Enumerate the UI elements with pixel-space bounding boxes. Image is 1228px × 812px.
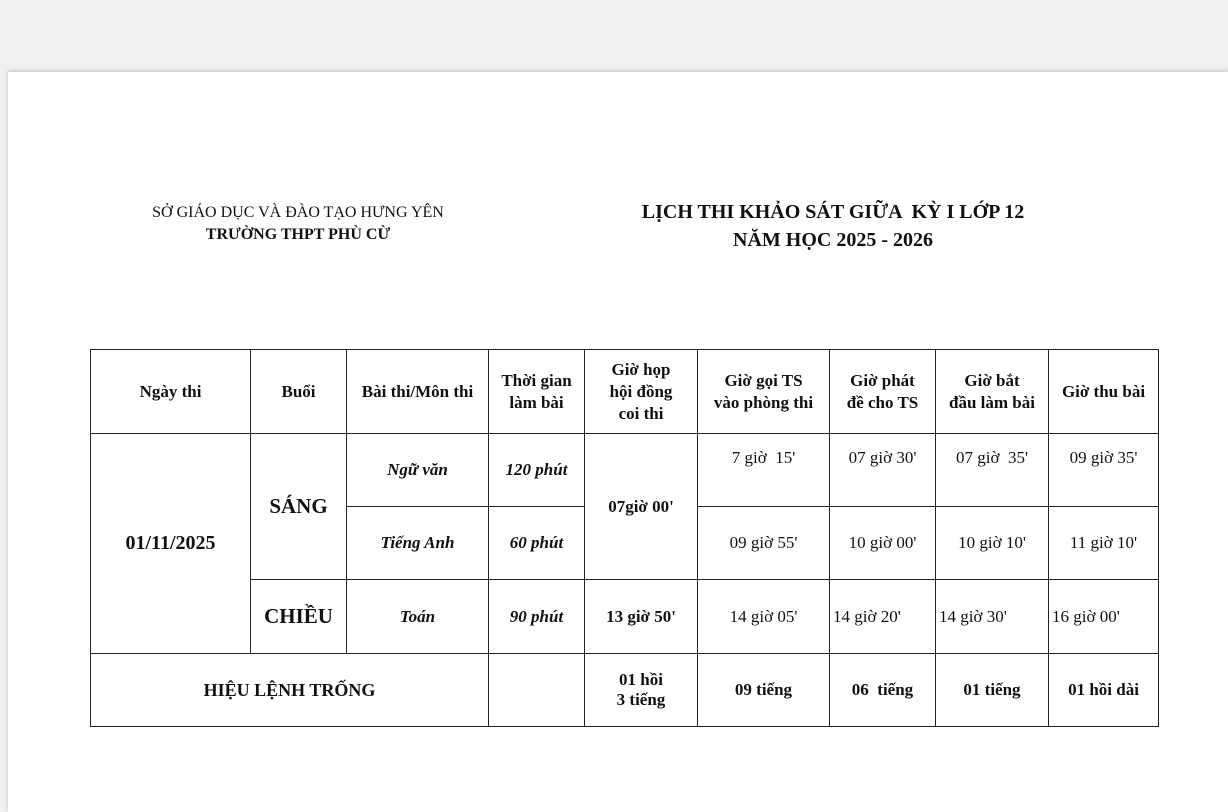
title-line-2: NĂM HỌC 2025 - 2026 (733, 229, 933, 251)
drum-signal-council-line-1: 01 hồi (619, 670, 663, 689)
header-council-line-2: hội đồng (609, 381, 673, 401)
session-afternoon: CHIỀU (251, 580, 347, 654)
title-line-1: LỊCH THI KHẢO SÁT GIỮA KỲ I LỚP 12 (641, 201, 1025, 223)
header-start (936, 350, 1049, 434)
header-duration (489, 350, 585, 434)
header-start-line-2: đầu làm bài (949, 392, 1035, 412)
drum-signal-council-line-2: 3 tiếng (616, 690, 666, 709)
header-subject: Bài thi/Môn thi (347, 350, 489, 434)
drum-signal-collect: 01 hồi dài (1049, 654, 1159, 727)
subject-math: Toán (347, 580, 489, 654)
duration-literature: 120 phút (489, 434, 585, 507)
call-time-english: 09 giờ 55' (698, 507, 830, 580)
drum-signal-call: 09 tiếng (698, 654, 830, 727)
council-time-afternoon: 13 giờ 50' (585, 580, 698, 654)
collect-time-math: 16 giờ 00' (1049, 580, 1159, 654)
header-council-line-3: coi thi (618, 403, 664, 423)
drum-signal-row (91, 654, 1159, 727)
duration-english: 60 phút (489, 507, 585, 580)
start-time-math: 14 giờ 30' (936, 580, 1049, 654)
document-page (8, 72, 1228, 812)
call-time-literature: 7 giờ 15' (698, 434, 830, 507)
department-name: SỞ GIÁO DỤC VÀ ĐÀO TẠO HƯNG YÊN (152, 204, 444, 221)
header-council-line-1: Giờ họp (611, 359, 671, 379)
drum-signal-distribute: 06 tiếng (830, 654, 936, 727)
drum-signal-council (585, 654, 698, 727)
exam-date: 01/11/2025 (91, 434, 251, 654)
start-time-literature: 07 giờ 35' (936, 434, 1049, 507)
distribute-time-english: 10 giờ 00' (830, 507, 936, 580)
session-morning: SÁNG (251, 434, 347, 580)
drum-signal-label: HIỆU LỆNH TRỐNG (91, 654, 489, 727)
header-start-line-1: Giờ bắt (964, 370, 1020, 390)
header-call-line-2: vào phòng thi (713, 392, 814, 412)
collect-time-literature: 09 giờ 35' (1049, 434, 1159, 507)
table-row (91, 434, 1159, 507)
school-name: TRƯỜNG THPT PHÙ CỪ (205, 226, 391, 243)
council-time-morning: 07giờ 00' (585, 434, 698, 580)
distribute-time-math: 14 giờ 20' (830, 580, 936, 654)
start-time-english: 10 giờ 10' (936, 507, 1049, 580)
header-call (698, 350, 830, 434)
call-time-math: 14 giờ 05' (698, 580, 830, 654)
exam-schedule-table (90, 349, 1159, 727)
organization-header (108, 202, 488, 246)
table-row (91, 580, 1159, 654)
header-collect: Giờ thu bài (1049, 350, 1159, 434)
document-title (578, 198, 1088, 254)
header-row (91, 350, 1159, 434)
subject-literature: Ngữ văn (347, 434, 489, 507)
header-distribute-line-2: đề cho TS (846, 392, 919, 412)
header-council (585, 350, 698, 434)
header-duration-line-2: làm bài (509, 392, 564, 412)
header-distribute (830, 350, 936, 434)
duration-math: 90 phút (489, 580, 585, 654)
drum-signal-duration-empty (489, 654, 585, 727)
subject-english: Tiếng Anh (347, 507, 489, 580)
header-call-line-1: Giờ gọi TS (724, 370, 803, 390)
header-distribute-line-1: Giờ phát (850, 370, 915, 390)
drum-signal-start: 01 tiếng (936, 654, 1049, 727)
collect-time-english: 11 giờ 10' (1049, 507, 1159, 580)
header-date: Ngày thi (91, 350, 251, 434)
distribute-time-literature: 07 giờ 30' (830, 434, 936, 507)
header-session: Buổi (251, 350, 347, 434)
header-duration-line-1: Thời gian (501, 370, 572, 390)
